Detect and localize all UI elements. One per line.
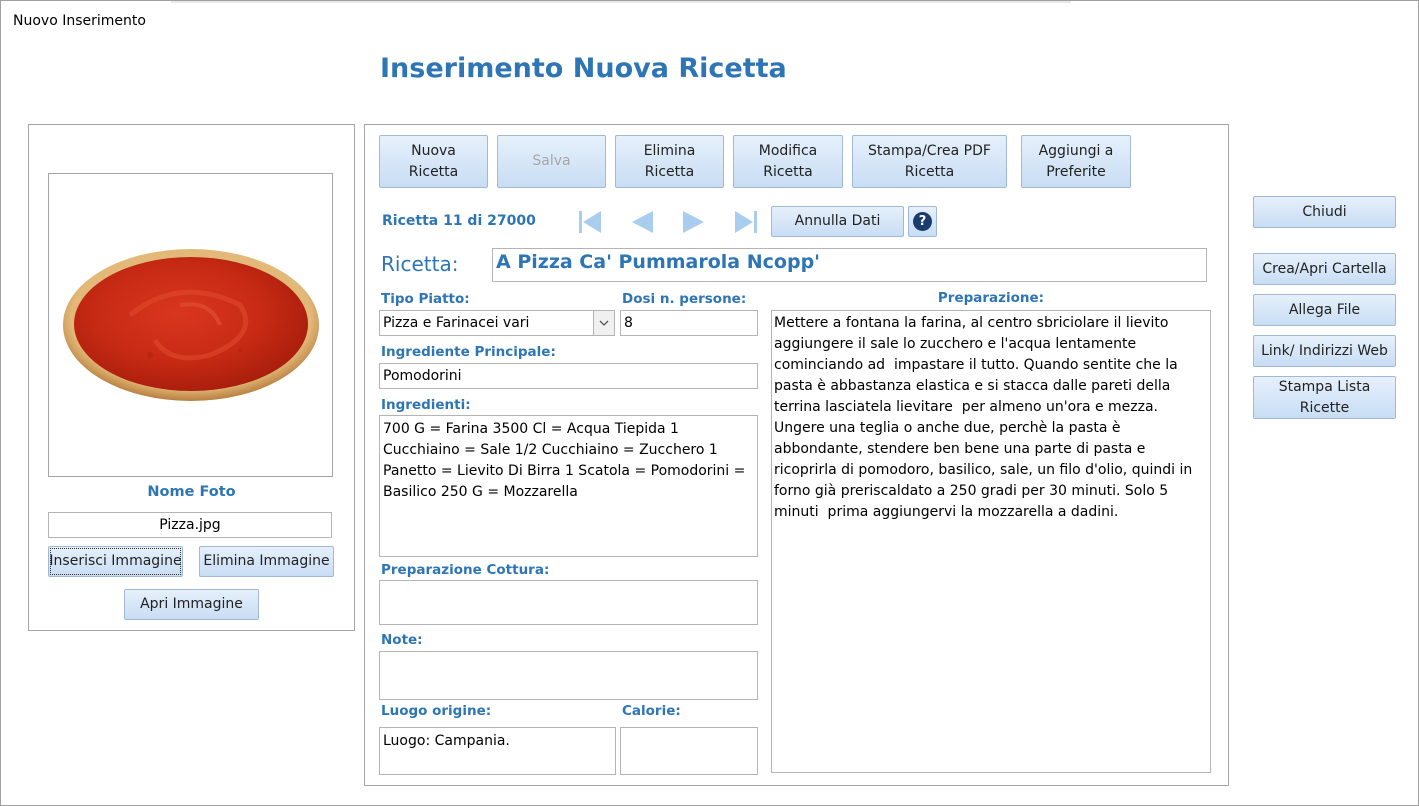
last-record-icon[interactable] <box>733 209 759 235</box>
calories-field[interactable] <box>620 727 758 775</box>
insert-image-button[interactable]: Inserisci Immagine <box>48 546 183 577</box>
help-icon: ? <box>913 212 932 231</box>
notes-label: Note: <box>381 632 423 648</box>
open-image-button[interactable]: Apri Immagine <box>124 589 259 620</box>
print-list-button[interactable]: Stampa Lista Ricette <box>1253 376 1396 419</box>
ingredients-label: Ingredienti: <box>381 397 471 413</box>
web-links-button[interactable]: Link/ Indirizzi Web <box>1253 335 1396 367</box>
dish-type-select[interactable] <box>379 310 615 336</box>
title-strip <box>171 1 1071 3</box>
next-record-icon[interactable] <box>681 209 707 235</box>
photo-panel <box>28 124 355 631</box>
recipe-label: Ricetta: <box>381 252 459 276</box>
photo-name-field[interactable]: Pizza.jpg <box>48 512 332 538</box>
main-ingredient-field[interactable]: Pomodorini <box>379 363 758 389</box>
servings-field[interactable]: 8 <box>620 310 758 336</box>
calories-label: Calorie: <box>622 703 681 719</box>
recipe-name-field[interactable]: A Pizza Ca' Pummarola Ncopp' <box>492 248 1207 282</box>
cooking-field[interactable] <box>379 580 758 625</box>
main-ingredient-label: Ingrediente Principale: <box>381 344 556 360</box>
ingredients-field[interactable]: 700 G = Farina 3500 Cl = Acqua Tiepida 1 Cucchiaino = Sale 1/2 Cucchiaino = Zucchero 1 Panetto = Lievito Di Birra 1 Scatola = Pomodorini = Basilico 250 G = Mozzarella <box>379 415 758 557</box>
dish-type-label: Tipo Piatto: <box>381 291 470 307</box>
photo-frame <box>48 173 333 477</box>
attach-file-button[interactable]: Allega File <box>1253 294 1396 326</box>
page-title: Inserimento Nuova Ricetta <box>380 53 787 84</box>
dish-type-value: Pizza e Farinacei vari <box>383 315 530 331</box>
window-title: Nuovo Inserimento <box>13 13 146 29</box>
delete-image-button[interactable]: Elimina Immagine <box>199 546 334 577</box>
print-pdf-button[interactable]: Stampa/Crea PDF Ricetta <box>852 135 1007 188</box>
pizza-image <box>60 245 322 405</box>
previous-record-icon[interactable] <box>629 209 655 235</box>
origin-label: Luogo origine: <box>381 703 492 719</box>
chevron-down-icon[interactable] <box>593 311 614 335</box>
save-button[interactable]: Salva <box>497 135 606 188</box>
photo-name-label: Nome Foto <box>147 484 236 500</box>
edit-recipe-button[interactable]: Modifica Ricetta <box>733 135 843 188</box>
delete-recipe-button[interactable]: Elimina Ricetta <box>615 135 724 188</box>
new-recipe-button[interactable]: Nuova Ricetta <box>379 135 488 188</box>
cancel-data-button[interactable]: Annulla Dati <box>771 206 904 237</box>
open-folder-button[interactable]: Crea/Apri Cartella <box>1253 253 1396 285</box>
preparation-label: Preparazione: <box>937 290 1045 306</box>
servings-label: Dosi n. persone: <box>622 291 747 307</box>
close-button[interactable]: Chiudi <box>1253 196 1396 228</box>
cooking-label: Preparazione Cottura: <box>381 562 550 578</box>
add-favorites-button[interactable]: Aggiungi a Preferite <box>1021 135 1131 188</box>
notes-field[interactable] <box>379 651 758 700</box>
record-counter: Ricetta 11 di 27000 <box>382 213 536 229</box>
help-button[interactable] <box>908 206 937 237</box>
preparation-field[interactable]: Mettere a fontana la farina, al centro sbriciolare il lievito aggiungere il sale lo zucchero e l'acqua lentamente cominciando ad impastare il tutto. Quando sentite che la pasta è abbastanza elastica e si stacca dalle pareti della terrina lasciatela lievitare per almeno un'ora e mezza. Ungere una teglia o anche due, perchè la pasta è abbondante, stendere ben bene una parte di pasta e ricoprirla di pomodoro, basilico, sale, un filo d'olio, quindi in forno già preriscaldato a 250 gradi per 30 minuti. Solo 5 minuti prima aggiungervi la mozzarella a dadini. <box>771 310 1211 773</box>
origin-field[interactable]: Luogo: Campania. <box>379 727 616 775</box>
first-record-icon[interactable] <box>577 209 603 235</box>
